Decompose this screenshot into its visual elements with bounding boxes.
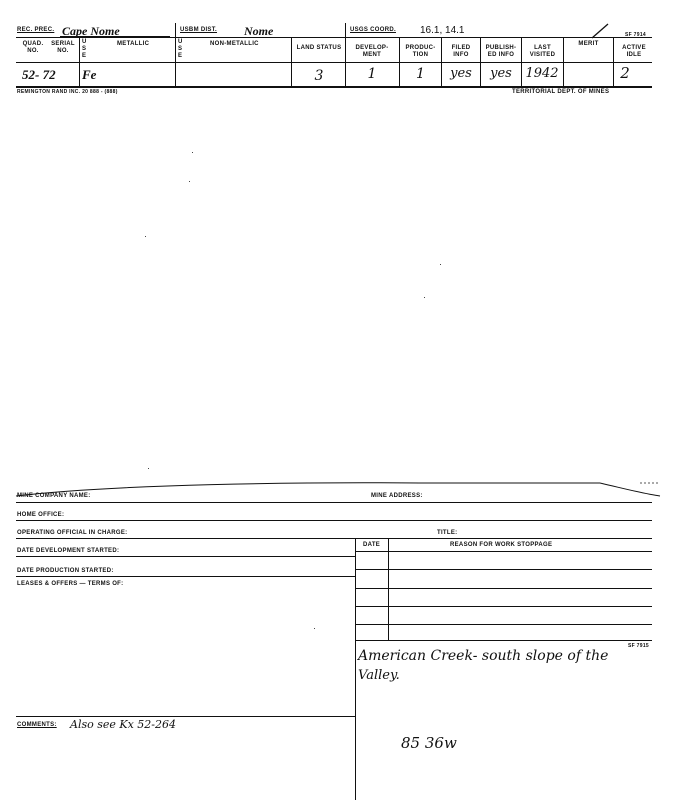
usbm-dist-value: Nome [244, 24, 274, 38]
col-published-info: PUBLISH-ED INFO [485, 45, 517, 58]
row-quad-serial: 52- 72 [22, 67, 56, 82]
top-card-header-bottom-rule [16, 62, 652, 63]
usbm-dist-label: USBM DIST. [180, 27, 218, 33]
merit-check-mark [590, 22, 610, 40]
date-development-started-label: DATE DEVELOPMENT STARTED: [17, 548, 120, 554]
row-land-status: 3 [314, 68, 324, 84]
col-uses-nonmetallic-letters: U S E [178, 39, 183, 59]
col-active-idle: ACTIVE IDLE [622, 45, 646, 58]
row-metallic: Fe [82, 67, 97, 82]
comments-value: Also see Kx 52-264 [70, 718, 177, 731]
row-development: 1 [367, 66, 377, 82]
col-filed-info: FILED INFO [451, 45, 471, 58]
row-last-visited: 1942 [525, 66, 559, 81]
col-serial-no: SERIAL NO. [51, 41, 75, 54]
usgs-coord-value: 16.1, 14.1 [420, 25, 465, 36]
row-production: 1 [416, 66, 425, 82]
location-note-line1: American Creek- south slope of the [358, 648, 609, 664]
reference-number: 85 36w [401, 734, 457, 752]
col-development: DEVELOP-MENT [355, 45, 389, 58]
location-note-line2: Valley. [358, 668, 400, 683]
rec-prec-value: Cape Nome [62, 24, 120, 38]
mine-address-label: MINE ADDRESS: [371, 493, 423, 499]
home-office-label: HOME OFFICE: [17, 512, 65, 518]
top-form-number: SF 7914 [625, 32, 647, 38]
reason-for-work-stoppage-label: REASON FOR WORK STOPPAGE [450, 542, 553, 548]
title-label: TITLE: [437, 530, 458, 536]
usgs-coord-label: USGS COORD. [350, 27, 396, 33]
col-last-visited: LAST VISITED [529, 45, 556, 58]
col-merit: MERIT [578, 41, 599, 47]
row-published-info: yes [490, 66, 512, 81]
col-non-metallic: NON-METALLIC [210, 41, 259, 47]
date-production-started-label: DATE PRODUCTION STARTED: [17, 568, 114, 574]
rec-prec-label: REC. PREC. [17, 27, 55, 33]
date-col-label: DATE [363, 542, 381, 548]
comments-label: COMMENTS: [17, 722, 57, 728]
col-quad-no: QUAD. NO. [22, 41, 44, 54]
row-filed-info: yes [450, 66, 472, 81]
department-label: TERRITORIAL DEPT. OF MINES [512, 89, 610, 95]
top-card-bottom-rule [16, 86, 652, 88]
leases-offers-label: LEASES & OFFERS — TERMS OF: [17, 581, 124, 587]
bottom-form-number: SF 7915 [628, 643, 650, 649]
col-metallic: METALLIC [117, 41, 150, 47]
mine-company-name-label: MINE COMPANY NAME: [17, 493, 91, 499]
printer-imprint: REMINGTON RAND INC. 20 888 - (888) [17, 89, 118, 95]
card-top-edge [0, 470, 678, 500]
col-uses-metallic-letters: U S E [82, 39, 87, 59]
col-production: PRODUC-TION [405, 45, 436, 58]
operating-official-label: OPERATING OFFICIAL IN CHARGE: [17, 530, 128, 536]
row-active-idle: 2 [620, 64, 630, 82]
col-land-status: LAND STATUS [296, 45, 342, 51]
